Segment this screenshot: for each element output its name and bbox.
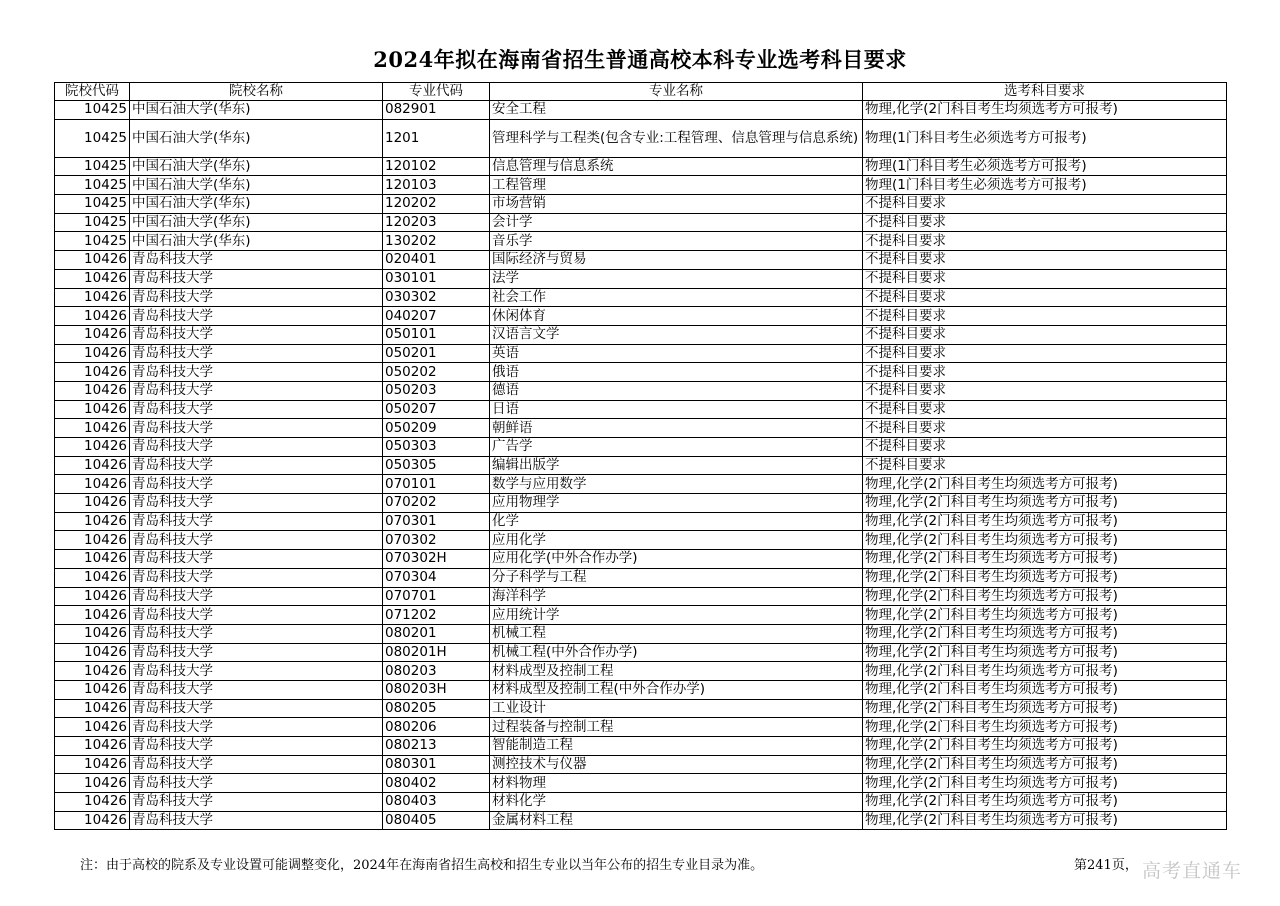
cell-subject-requirement: 物理,化学(2门科目考生均须选考方可报考) <box>863 755 1227 774</box>
table-row <box>55 699 1227 718</box>
cell-school-name: 青岛科技大学 <box>130 568 383 587</box>
cell-school-code: 10426 <box>55 456 130 475</box>
cell-school-code: 10426 <box>55 475 130 494</box>
cell-school-code: 10426 <box>55 550 130 569</box>
cell-school-code: 10426 <box>55 307 130 326</box>
cell-school-name: 中国石油大学(华东) <box>130 176 383 195</box>
cell-major-name: 应用化学(中外合作办学) <box>490 550 863 569</box>
cell-major-code: 080402 <box>383 774 490 793</box>
cell-subject-requirement: 不提科目要求 <box>863 381 1227 400</box>
cell-school-name: 青岛科技大学 <box>130 774 383 793</box>
cell-major-name: 管理科学与工程类(包含专业:工程管理、信息管理与信息系统) <box>490 119 863 157</box>
cell-major-name: 工业设计 <box>490 699 863 718</box>
cell-major-code: 080206 <box>383 718 490 737</box>
cell-school-code: 10425 <box>55 157 130 176</box>
table-header-row <box>55 83 1227 101</box>
cell-major-name: 安全工程 <box>490 101 863 120</box>
page-number: 第241页， <box>1074 858 1138 873</box>
cell-subject-requirement: 物理,化学(2门科目考生均须选考方可报考) <box>863 587 1227 606</box>
page-title: 2024年拟在海南省招生普通高校本科专业选考科目要求 <box>373 47 907 72</box>
cell-major-name: 海洋科学 <box>490 587 863 606</box>
cell-school-name: 青岛科技大学 <box>130 718 383 737</box>
table-row <box>55 307 1227 326</box>
cell-school-name: 青岛科技大学 <box>130 307 383 326</box>
cell-major-name: 英语 <box>490 344 863 363</box>
cell-school-name: 青岛科技大学 <box>130 325 383 344</box>
table-row <box>55 550 1227 569</box>
table-row <box>55 587 1227 606</box>
cell-major-code: 120103 <box>383 176 490 195</box>
cell-major-name: 休闲体育 <box>490 307 863 326</box>
cell-major-name: 朝鲜语 <box>490 419 863 438</box>
cell-major-name: 化学 <box>490 512 863 531</box>
cell-major-code: 080213 <box>383 737 490 756</box>
table-row <box>55 101 1227 120</box>
cell-school-code: 10426 <box>55 251 130 270</box>
table-row <box>55 755 1227 774</box>
cell-major-code: 070101 <box>383 475 490 494</box>
cell-subject-requirement: 不提科目要求 <box>863 195 1227 214</box>
cell-school-name: 中国石油大学(华东) <box>130 195 383 214</box>
cell-major-name: 智能制造工程 <box>490 737 863 756</box>
cell-major-code: 040207 <box>383 307 490 326</box>
cell-subject-requirement: 物理,化学(2门科目考生均须选考方可报考) <box>863 680 1227 699</box>
cell-school-code: 10426 <box>55 606 130 625</box>
table-row <box>55 606 1227 625</box>
table-row <box>55 643 1227 662</box>
cell-major-code: 120202 <box>383 195 490 214</box>
cell-school-code: 10426 <box>55 680 130 699</box>
cell-subject-requirement: 不提科目要求 <box>863 419 1227 438</box>
cell-school-code: 10426 <box>55 662 130 681</box>
cell-major-code: 070202 <box>383 494 490 513</box>
table-row <box>55 456 1227 475</box>
cell-school-code: 10426 <box>55 568 130 587</box>
cell-subject-requirement: 不提科目要求 <box>863 363 1227 382</box>
cell-major-name: 测控技术与仪器 <box>490 755 863 774</box>
cell-subject-requirement: 物理,化学(2门科目考生均须选考方可报考) <box>863 531 1227 550</box>
cell-school-name: 青岛科技大学 <box>130 550 383 569</box>
cell-subject-requirement: 物理(1门科目考生必须选考方可报考) <box>863 119 1227 157</box>
cell-school-code: 10426 <box>55 363 130 382</box>
cell-school-name: 青岛科技大学 <box>130 381 383 400</box>
cell-school-code: 10426 <box>55 288 130 307</box>
header-major-name: 专业名称 <box>490 83 863 101</box>
cell-subject-requirement: 物理,化学(2门科目考生均须选考方可报考) <box>863 811 1227 830</box>
cell-subject-requirement: 物理,化学(2门科目考生均须选考方可报考) <box>863 101 1227 120</box>
table-row <box>55 568 1227 587</box>
cell-subject-requirement: 物理,化学(2门科目考生均须选考方可报考) <box>863 699 1227 718</box>
cell-school-name: 中国石油大学(华东) <box>130 232 383 251</box>
table-row <box>55 793 1227 812</box>
cell-school-code: 10426 <box>55 624 130 643</box>
table-row <box>55 288 1227 307</box>
cell-major-name: 汉语言文学 <box>490 325 863 344</box>
cell-school-name: 青岛科技大学 <box>130 811 383 830</box>
cell-school-code: 10426 <box>55 718 130 737</box>
cell-major-code: 070301 <box>383 512 490 531</box>
table-body <box>55 101 1227 830</box>
cell-major-code: 080203H <box>383 680 490 699</box>
cell-major-code: 050305 <box>383 456 490 475</box>
cell-subject-requirement: 不提科目要求 <box>863 232 1227 251</box>
cell-subject-requirement: 不提科目要求 <box>863 269 1227 288</box>
cell-school-code: 10426 <box>55 737 130 756</box>
cell-school-name: 青岛科技大学 <box>130 251 383 270</box>
cell-school-name: 青岛科技大学 <box>130 475 383 494</box>
cell-subject-requirement: 物理,化学(2门科目考生均须选考方可报考) <box>863 624 1227 643</box>
cell-major-name: 广告学 <box>490 438 863 457</box>
cell-major-code: 080201H <box>383 643 490 662</box>
cell-school-code: 10426 <box>55 344 130 363</box>
header-subject-requirement: 选考科目要求 <box>863 83 1227 101</box>
cell-subject-requirement: 不提科目要求 <box>863 288 1227 307</box>
cell-school-code: 10425 <box>55 176 130 195</box>
cell-major-code: 050207 <box>383 400 490 419</box>
cell-major-name: 德语 <box>490 381 863 400</box>
cell-major-name: 材料成型及控制工程 <box>490 662 863 681</box>
cell-major-code: 082901 <box>383 101 490 120</box>
table-row <box>55 811 1227 830</box>
cell-major-code: 080205 <box>383 699 490 718</box>
cell-school-name: 青岛科技大学 <box>130 419 383 438</box>
cell-major-code: 030101 <box>383 269 490 288</box>
cell-subject-requirement: 不提科目要求 <box>863 438 1227 457</box>
table-row <box>55 400 1227 419</box>
cell-school-code: 10426 <box>55 325 130 344</box>
table-row <box>55 325 1227 344</box>
cell-school-code: 10426 <box>55 755 130 774</box>
cell-school-name: 青岛科技大学 <box>130 793 383 812</box>
cell-subject-requirement: 不提科目要求 <box>863 213 1227 232</box>
cell-school-name: 青岛科技大学 <box>130 624 383 643</box>
cell-subject-requirement: 不提科目要求 <box>863 251 1227 270</box>
cell-school-name: 青岛科技大学 <box>130 606 383 625</box>
cell-major-code: 050201 <box>383 344 490 363</box>
cell-school-code: 10426 <box>55 793 130 812</box>
cell-subject-requirement: 物理,化学(2门科目考生均须选考方可报考) <box>863 718 1227 737</box>
cell-major-code: 070302 <box>383 531 490 550</box>
cell-major-code: 020401 <box>383 251 490 270</box>
cell-major-code: 080405 <box>383 811 490 830</box>
cell-major-name: 法学 <box>490 269 863 288</box>
cell-school-code: 10426 <box>55 811 130 830</box>
cell-major-name: 金属材料工程 <box>490 811 863 830</box>
cell-major-name: 市场营销 <box>490 195 863 214</box>
cell-subject-requirement: 不提科目要求 <box>863 325 1227 344</box>
header-school-name: 院校名称 <box>130 83 383 101</box>
table-row <box>55 737 1227 756</box>
cell-subject-requirement: 不提科目要求 <box>863 307 1227 326</box>
cell-major-name: 分子科学与工程 <box>490 568 863 587</box>
cell-school-code: 10426 <box>55 381 130 400</box>
cell-school-name: 青岛科技大学 <box>130 643 383 662</box>
table-row <box>55 119 1227 157</box>
table-row <box>55 494 1227 513</box>
table-row <box>55 718 1227 737</box>
cell-school-code: 10426 <box>55 643 130 662</box>
cell-school-code: 10426 <box>55 269 130 288</box>
cell-major-name: 编辑出版学 <box>490 456 863 475</box>
cell-subject-requirement: 物理,化学(2门科目考生均须选考方可报考) <box>863 475 1227 494</box>
cell-major-name: 工程管理 <box>490 176 863 195</box>
cell-school-name: 青岛科技大学 <box>130 363 383 382</box>
cell-major-name: 应用统计学 <box>490 606 863 625</box>
cell-major-name: 机械工程 <box>490 624 863 643</box>
cell-school-code: 10426 <box>55 699 130 718</box>
cell-school-name: 青岛科技大学 <box>130 512 383 531</box>
cell-school-name: 青岛科技大学 <box>130 456 383 475</box>
cell-major-code: 080203 <box>383 662 490 681</box>
footer-note: 注：由于高校的院系及专业设置可能调整变化，2024年在海南省招生高校和招生专业以当年公布的招生专业目录为准。 <box>80 858 764 873</box>
cell-major-code: 050101 <box>383 325 490 344</box>
cell-school-code: 10426 <box>55 438 130 457</box>
cell-major-code: 080403 <box>383 793 490 812</box>
table-row <box>55 419 1227 438</box>
cell-major-name: 会计学 <box>490 213 863 232</box>
cell-school-name: 青岛科技大学 <box>130 662 383 681</box>
cell-school-code: 10425 <box>55 101 130 120</box>
table-row <box>55 213 1227 232</box>
cell-subject-requirement: 物理,化学(2门科目考生均须选考方可报考) <box>863 643 1227 662</box>
cell-school-name: 中国石油大学(华东) <box>130 213 383 232</box>
cell-subject-requirement: 物理,化学(2门科目考生均须选考方可报考) <box>863 568 1227 587</box>
cell-major-code: 070701 <box>383 587 490 606</box>
cell-school-code: 10426 <box>55 494 130 513</box>
table-row <box>55 269 1227 288</box>
table-row <box>55 624 1227 643</box>
cell-subject-requirement: 不提科目要求 <box>863 456 1227 475</box>
requirements-table <box>54 82 1227 830</box>
table-row <box>55 232 1227 251</box>
cell-school-name: 青岛科技大学 <box>130 737 383 756</box>
cell-school-name: 青岛科技大学 <box>130 288 383 307</box>
cell-major-name: 国际经济与贸易 <box>490 251 863 270</box>
cell-major-code: 071202 <box>383 606 490 625</box>
cell-subject-requirement: 物理,化学(2门科目考生均须选考方可报考) <box>863 774 1227 793</box>
cell-school-name: 青岛科技大学 <box>130 755 383 774</box>
watermark: 高考直通车 <box>1142 860 1243 882</box>
table-row <box>55 176 1227 195</box>
cell-subject-requirement: 物理,化学(2门科目考生均须选考方可报考) <box>863 793 1227 812</box>
cell-major-code: 120203 <box>383 213 490 232</box>
cell-school-name: 青岛科技大学 <box>130 269 383 288</box>
cell-major-name: 社会工作 <box>490 288 863 307</box>
cell-major-code: 130202 <box>383 232 490 251</box>
cell-major-code: 050202 <box>383 363 490 382</box>
cell-subject-requirement: 物理,化学(2门科目考生均须选考方可报考) <box>863 662 1227 681</box>
cell-major-code: 080301 <box>383 755 490 774</box>
cell-major-code: 050209 <box>383 419 490 438</box>
cell-school-code: 10426 <box>55 774 130 793</box>
cell-major-name: 机械工程(中外合作办学) <box>490 643 863 662</box>
table-row <box>55 344 1227 363</box>
cell-school-code: 10426 <box>55 400 130 419</box>
cell-school-code: 10425 <box>55 119 130 157</box>
cell-major-name: 音乐学 <box>490 232 863 251</box>
cell-school-name: 青岛科技大学 <box>130 680 383 699</box>
cell-school-name: 青岛科技大学 <box>130 400 383 419</box>
cell-subject-requirement: 物理,化学(2门科目考生均须选考方可报考) <box>863 550 1227 569</box>
cell-major-code: 050303 <box>383 438 490 457</box>
cell-school-code: 10426 <box>55 587 130 606</box>
cell-school-code: 10425 <box>55 195 130 214</box>
cell-school-name: 青岛科技大学 <box>130 344 383 363</box>
cell-major-name: 信息管理与信息系统 <box>490 157 863 176</box>
table-row <box>55 363 1227 382</box>
cell-school-code: 10425 <box>55 232 130 251</box>
cell-school-code: 10425 <box>55 213 130 232</box>
cell-subject-requirement: 物理,化学(2门科目考生均须选考方可报考) <box>863 512 1227 531</box>
table-row <box>55 157 1227 176</box>
cell-major-name: 应用物理学 <box>490 494 863 513</box>
table-row <box>55 251 1227 270</box>
cell-school-name: 青岛科技大学 <box>130 531 383 550</box>
table-row <box>55 774 1227 793</box>
table-row <box>55 531 1227 550</box>
table-row <box>55 680 1227 699</box>
cell-major-code: 1201 <box>383 119 490 157</box>
cell-subject-requirement: 物理,化学(2门科目考生均须选考方可报考) <box>863 737 1227 756</box>
header-school-code: 院校代码 <box>55 83 130 101</box>
cell-major-code: 070302H <box>383 550 490 569</box>
cell-subject-requirement: 不提科目要求 <box>863 400 1227 419</box>
cell-major-name: 过程装备与控制工程 <box>490 718 863 737</box>
cell-major-name: 材料物理 <box>490 774 863 793</box>
table-row <box>55 438 1227 457</box>
table-row <box>55 512 1227 531</box>
cell-subject-requirement: 物理,化学(2门科目考生均须选考方可报考) <box>863 606 1227 625</box>
header-major-code: 专业代码 <box>383 83 490 101</box>
cell-subject-requirement: 不提科目要求 <box>863 344 1227 363</box>
cell-school-code: 10426 <box>55 512 130 531</box>
cell-major-name: 材料化学 <box>490 793 863 812</box>
cell-school-code: 10426 <box>55 531 130 550</box>
cell-school-name: 中国石油大学(华东) <box>130 101 383 120</box>
cell-major-code: 070304 <box>383 568 490 587</box>
table-row <box>55 381 1227 400</box>
table-row <box>55 662 1227 681</box>
cell-major-name: 应用化学 <box>490 531 863 550</box>
cell-subject-requirement: 物理(1门科目考生必须选考方可报考) <box>863 157 1227 176</box>
cell-major-name: 日语 <box>490 400 863 419</box>
cell-major-name: 俄语 <box>490 363 863 382</box>
cell-school-name: 青岛科技大学 <box>130 587 383 606</box>
cell-school-name: 中国石油大学(华东) <box>130 157 383 176</box>
cell-school-name: 青岛科技大学 <box>130 438 383 457</box>
cell-major-code: 080201 <box>383 624 490 643</box>
cell-major-code: 030302 <box>383 288 490 307</box>
cell-school-code: 10426 <box>55 419 130 438</box>
cell-major-name: 数学与应用数学 <box>490 475 863 494</box>
cell-major-name: 材料成型及控制工程(中外合作办学) <box>490 680 863 699</box>
table-row <box>55 195 1227 214</box>
cell-major-code: 050203 <box>383 381 490 400</box>
cell-subject-requirement: 物理(1门科目考生必须选考方可报考) <box>863 176 1227 195</box>
cell-subject-requirement: 物理,化学(2门科目考生均须选考方可报考) <box>863 494 1227 513</box>
cell-major-code: 120102 <box>383 157 490 176</box>
cell-school-name: 中国石油大学(华东) <box>130 119 383 157</box>
cell-school-name: 青岛科技大学 <box>130 699 383 718</box>
cell-school-name: 青岛科技大学 <box>130 494 383 513</box>
table-row <box>55 475 1227 494</box>
